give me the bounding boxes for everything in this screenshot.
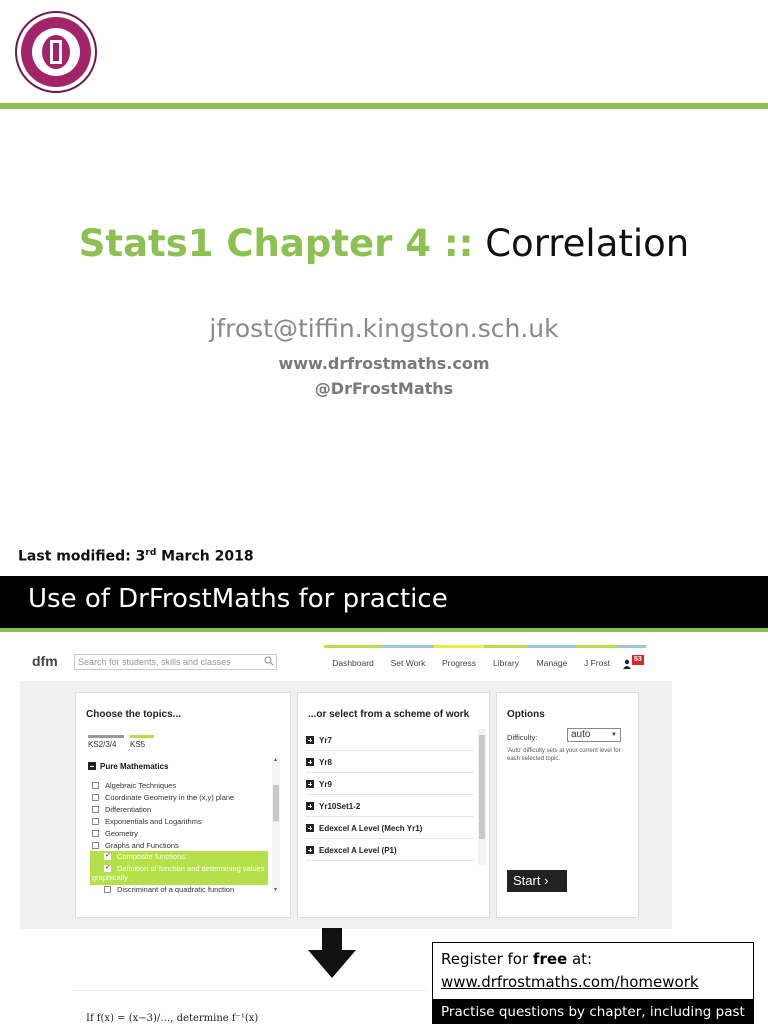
expand-icon[interactable] [306,846,314,854]
tab-ks234[interactable]: KS2/3/4 [88,735,124,749]
checkbox[interactable] [92,830,99,837]
topic-item[interactable] [92,817,202,826]
topics-panel [75,692,291,918]
checkbox-checked[interactable] [104,865,111,872]
search-icon[interactable] [264,656,274,666]
checkbox-checked[interactable] [104,853,111,860]
register-callout [432,942,754,1024]
expand-icon[interactable] [306,802,314,810]
expand-icon[interactable] [306,758,314,766]
scheme-item[interactable] [306,729,474,751]
start-button[interactable] [507,870,567,892]
search-input[interactable]: Search for students, skills and classes [74,654,277,670]
nav-user[interactable]: J Frost [576,645,618,675]
nav-progress[interactable]: Progress [434,645,484,675]
last-modified-sup: rd [145,548,157,558]
header-divider [0,103,768,109]
scheme-label: Edexcel A Level (P1) [319,846,397,855]
scheme-scrollbar[interactable] [478,729,486,865]
topic-item[interactable] [104,885,234,893]
checkbox[interactable] [92,842,99,849]
scheme-label: Yr10Set1-2 [319,802,361,811]
checkbox[interactable] [92,782,99,789]
register-free: free [532,950,568,968]
scroll-thumb[interactable] [273,785,279,821]
last-modified [18,548,254,565]
slide-title [0,220,768,268]
last-modified-suffix: March 2018 [156,548,254,565]
nav-manage[interactable]: Manage [528,645,576,675]
expand-icon[interactable] [306,780,314,788]
practise-text: Practise questions by chapter, including past [441,1004,745,1020]
scroll-up-icon[interactable]: ▲ [273,757,278,763]
scheme-panel [297,692,490,918]
topic-group-pure[interactable] [88,761,168,771]
practice-slide [0,576,768,1024]
down-arrow-icon [306,928,358,980]
scheme-list [306,729,482,865]
dfm-logo[interactable]: dfm [32,653,58,669]
question-preview [72,990,428,1024]
topic-label: Coordinate Geometry in the (x,y) plane [105,793,235,802]
start-label: Start [513,873,541,888]
topics-scrollbar[interactable] [272,757,280,893]
scroll-down-icon[interactable]: ▼ [273,887,278,893]
collapse-icon[interactable] [88,762,96,770]
banner-title: Use of DrFrostMaths for practice [28,584,448,614]
difficulty-note: 'Auto' difficulty sets at your current level for each selected topic. [507,748,621,762]
difficulty-label: Difficulty: [507,733,538,742]
author-email[interactable]: jfrost@tiffin.kingston.sch.uk [209,314,559,343]
topic-item[interactable] [92,781,176,790]
expand-icon[interactable] [306,824,314,832]
topic-label: Geometry [105,829,138,838]
register-prefix: Register for [441,950,533,968]
checkbox[interactable] [92,794,99,801]
nav-library[interactable]: Library [484,645,528,675]
scheme-title: ...or select from a scheme of work [308,709,470,720]
scheme-item[interactable] [306,839,474,861]
nav-set-work[interactable]: Set Work [382,645,434,675]
notification-badge[interactable]: 53 [634,656,642,663]
topic-label: Differentiation [105,805,152,814]
options-title: Options [507,709,545,720]
topic-label: Definition of function and determining values graphically [92,864,265,882]
topic-item-selected[interactable] [90,863,268,885]
topic-label: Exponentials and Logarithms [105,817,202,826]
website-link[interactable]: www.drfrostmaths.com [278,354,490,373]
scheme-item[interactable] [306,773,474,795]
topic-label: Composite functions [117,852,185,861]
title-topic: Correlation [485,222,690,265]
tab-ks5[interactable]: KS5 [130,735,154,749]
scheme-label: Edexcel A Level (Mech Yr1) [319,824,423,833]
scheme-item[interactable] [306,751,474,773]
topic-label: Algebraic Techniques [105,781,177,790]
topic-group-label: Pure Mathematics [100,762,169,771]
topic-item-selected[interactable] [90,851,268,863]
register-url-link[interactable]: www.drfrostmaths.com/homework [441,973,699,991]
topic-item[interactable] [92,841,179,850]
twitter-handle[interactable]: @DrFrostMaths [314,379,454,398]
options-panel [496,692,639,918]
expand-icon[interactable] [306,736,314,744]
topics-title: Choose the topics... [86,709,182,720]
checkbox[interactable] [92,818,99,825]
checkbox[interactable] [92,806,99,813]
checkbox[interactable] [104,886,111,893]
practise-strip [433,999,753,1024]
dfm-app-screenshot [20,639,672,929]
app-navbar [20,639,672,681]
nav-dashboard[interactable]: Dashboard [324,645,382,675]
topic-item[interactable] [92,805,151,814]
question-text: If f(x) = (x−3)/…, determine f⁻¹(x) [86,1013,259,1024]
topic-list [86,757,280,893]
scroll-thumb[interactable] [479,735,485,839]
topic-item[interactable] [92,829,138,838]
scheme-item[interactable] [306,817,474,839]
banner-divider [0,628,768,632]
scheme-label: Yr9 [319,780,332,789]
tiffin-school-crest-icon [14,10,98,94]
register-suffix: at: [567,950,593,968]
user-icon[interactable] [622,659,632,669]
topic-label: Discriminant of a quadratic function [117,885,235,893]
scheme-item[interactable] [306,795,474,817]
slide-banner [0,576,768,628]
difficulty-select[interactable] [567,728,621,742]
title-chapter: Stats1 Chapter 4 :: [78,222,474,265]
register-text [441,950,592,968]
topic-label: Graphs and Functions [105,841,179,850]
scheme-label: Yr8 [319,758,332,767]
scheme-label: Yr7 [319,736,332,745]
dropdown-arrow-icon[interactable]: ▼ [611,732,617,738]
last-modified-prefix: Last modified: 3 [18,548,146,565]
topic-item[interactable] [92,793,234,802]
difficulty-value: auto [571,729,591,740]
chevron-right-icon: › [544,873,549,888]
